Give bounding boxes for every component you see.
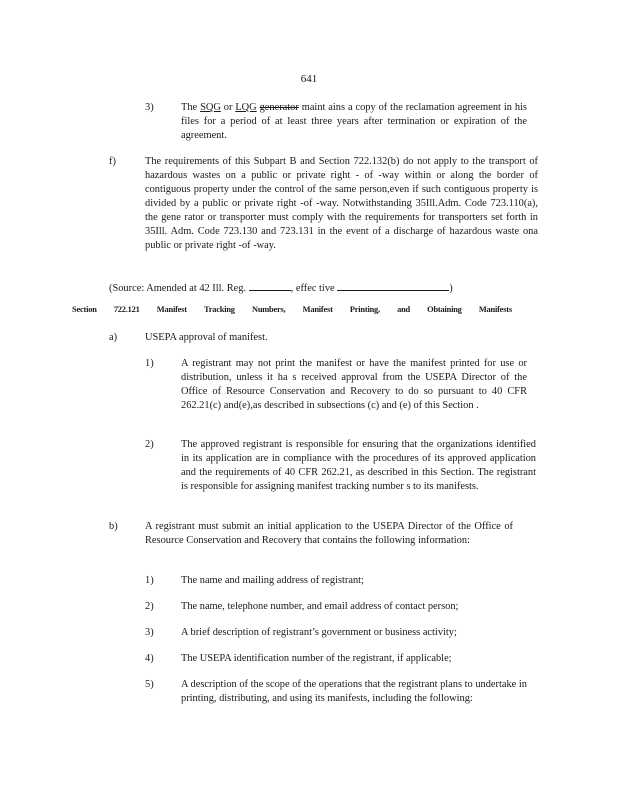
sqg-term: SQG [200, 102, 221, 113]
item-3-pre: The [181, 102, 201, 113]
heading-word: Numbers, [251, 305, 286, 314]
item-a2-text: The approved registrant is responsible for ensuring that the organizations identified in its application are in compliance with the procedures of its approved application and the requirements of 40 CFR 262.21, as described in this Section. The registrant is responsible for assigning manifest tracking number s to its manifests. [181, 439, 536, 492]
register-blank [249, 280, 291, 291]
heading-word: Obtaining [427, 305, 462, 314]
source-note-end: ) [449, 283, 453, 294]
item-f-text: The requirements of this Subpart B and Section 722.132(b) do not apply to the transport of hazardous wastes on a public or private right - of -way within or along the border of contiguous property under the control of the same person,even if such contiguous property is divided by a public or private right -of -way. Notwithstanding 35Ill.Adm. Code 723.110(a), the gene rator or transporter must comply with the requirements for transporters set forth in 35Ill. Adm. Code 723.130 and 723.131 in the event of a discharge of hazardous waste ona public or private right -of -way. [145, 156, 538, 251]
item-a-text: USEPA approval of manifest. [145, 332, 268, 343]
item-b1-text: The name and mailing address of registrant; [181, 575, 364, 586]
lqg-term: LQG [235, 102, 257, 113]
item-b1-label: 1) [145, 575, 154, 586]
struck-generator: generator [259, 102, 299, 113]
source-note-pre: (Source: Amended at 42 Ill. Reg. [109, 283, 247, 294]
source-note-mid: , effec tive [290, 283, 335, 294]
item-b2-label: 2) [145, 601, 154, 612]
item-b3-text: A brief description of registrant’s government or business activity; [181, 627, 457, 638]
section-heading [72, 305, 512, 314]
item-3-post: maint ains a copy of the reclamation agreement in his files for a period of at least three years after termination or expiration of the agreement. [181, 102, 527, 141]
item-a1-text: A registrant may not print the manifest or have the manifest printed for use or distribution, unless it ha s received approval from the USEPA Director of the Office of Resource Conservation and Recovery to do so pursuant to 40 CFR 262.21(c) and(e),as described in subsections (c) and (e) of this Section . [181, 358, 527, 411]
item-f-label: f) [109, 156, 116, 167]
item-b-text: A registrant must submit an initial application to the USEPA Director of the Office of Resource Conservation and Recovery that contains the following information: [145, 521, 513, 546]
page-number: 641 [300, 73, 318, 85]
item-3-text [181, 101, 527, 143]
item-3-label: 3) [145, 102, 154, 113]
effective-date-blank [337, 280, 449, 291]
heading-word: Section [72, 305, 97, 314]
item-a2-label: 2) [145, 439, 154, 450]
item-b5-text: A description of the scope of the operations that the registrant plans to undertake in printing, distributing, and using its manifests, including the following: [181, 679, 527, 704]
item-b2-text: The name, telephone number, and email address of contact person; [181, 601, 459, 612]
heading-word: Manifest [302, 305, 333, 314]
item-b3-label: 3) [145, 627, 154, 638]
heading-word: Manifest [156, 305, 187, 314]
item-b4-text: The USEPA identification number of the registrant, if applicable; [181, 653, 452, 664]
heading-word: Manifests [478, 305, 512, 314]
item-a-label: a) [109, 332, 118, 343]
item-b5-label: 5) [145, 679, 154, 690]
item-b4-label: 4) [145, 653, 154, 664]
heading-word: Printing, [349, 305, 380, 314]
heading-word: Tracking [203, 305, 235, 314]
heading-word: and [397, 305, 410, 314]
heading-word: 722.121 [113, 305, 140, 314]
item-a1-label: 1) [145, 358, 154, 369]
source-note [109, 280, 529, 296]
item-3-mid: or [220, 102, 236, 113]
item-b-label: b) [109, 521, 118, 532]
